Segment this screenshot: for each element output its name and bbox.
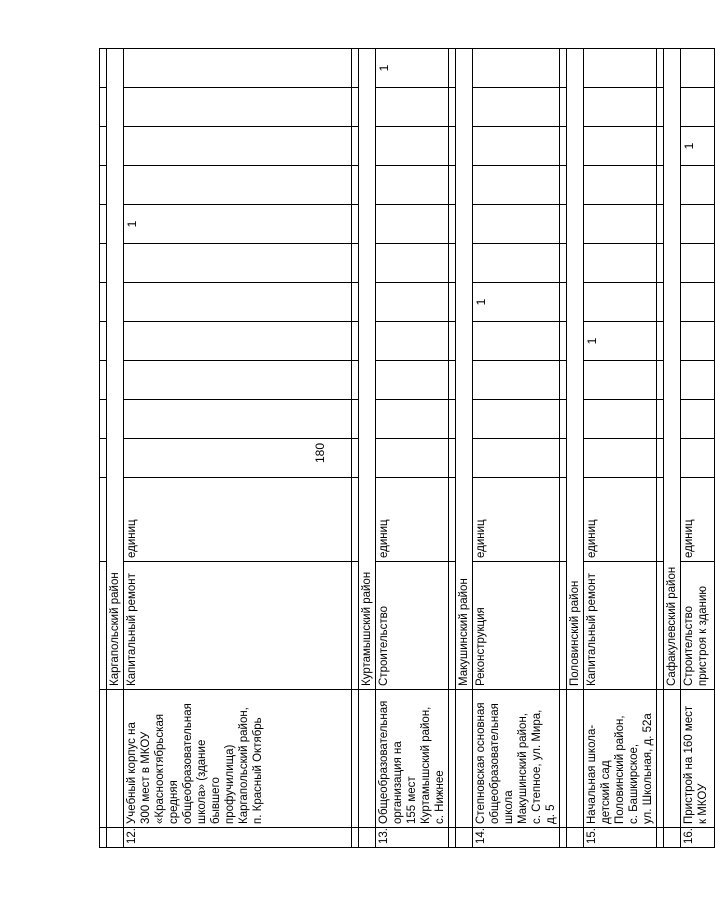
district-name: Сафакулевский район (664, 49, 681, 690)
value-cell (124, 88, 352, 127)
object-name: Пристрой на 160 мест к МКОУ (681, 690, 715, 828)
object-name: Степновская основная общеобразовательная школа Макушинский район, с. Степное, ул. Мира, д. 5 (473, 690, 560, 828)
object-name: Общеобразовательная организация на 155 мест Куртамышский район, с. Нижнее (376, 690, 449, 828)
value-cell: 1 (376, 49, 449, 88)
work-type: Строительство пристроя к зданию (681, 562, 715, 690)
work-type: Реконструкция (473, 562, 560, 690)
unit: единиц (473, 478, 560, 562)
value-cell: 1 (124, 205, 352, 244)
value-cell (124, 166, 352, 205)
row-number: 13. (376, 828, 449, 848)
district-row (456, 49, 473, 848)
table-row (473, 49, 560, 848)
page-number: 180 (313, 442, 327, 464)
row-number: 15. (584, 828, 657, 848)
unit: единиц (584, 478, 657, 562)
table-row (681, 49, 715, 848)
value-cell (124, 127, 352, 166)
table-top-row (100, 49, 107, 848)
table-row (584, 49, 657, 848)
table-row (376, 49, 449, 848)
work-type: Строительство (376, 562, 449, 690)
unit: единиц (124, 478, 352, 562)
district-row (359, 49, 376, 848)
object-name: Начальная школа- детский сад Половинский район, с. Башкирское, ул. Школьная, д. 52а (584, 690, 657, 828)
district-row (567, 49, 584, 848)
rotated-table-wrapper (99, 64, 709, 848)
district-name: Каргапольский район (107, 49, 124, 690)
object-name: Учебный корпус на 300 мест в МКОУ «Красноoктябрьская средняя общеобразовательная школа» (здание бывшего профучилища) Каргапольский район, п. Красный Октябрь (124, 690, 352, 828)
unit: единиц (376, 478, 449, 562)
work-type: Капитальный ремонт (124, 562, 352, 690)
value-cell (124, 244, 352, 283)
district-row (107, 49, 124, 848)
value-cell: 1 (681, 127, 715, 166)
row-number: 16. (681, 828, 715, 848)
value-cell (124, 283, 352, 322)
value-cell: 1 (473, 283, 560, 322)
value-cell (124, 49, 352, 88)
district-row (664, 49, 681, 848)
district-name: Куртамышский район (359, 49, 376, 690)
district-name: Макушинский район (456, 49, 473, 690)
row-number: 14. (473, 828, 560, 848)
value-cell: 1 (584, 322, 657, 361)
row-number: 12. (124, 828, 352, 848)
program-table (99, 48, 715, 848)
work-type: Капитальный ремонт (584, 562, 657, 690)
district-name: Половинский район (567, 49, 584, 690)
table-row (124, 49, 352, 848)
unit: единиц (681, 478, 715, 562)
